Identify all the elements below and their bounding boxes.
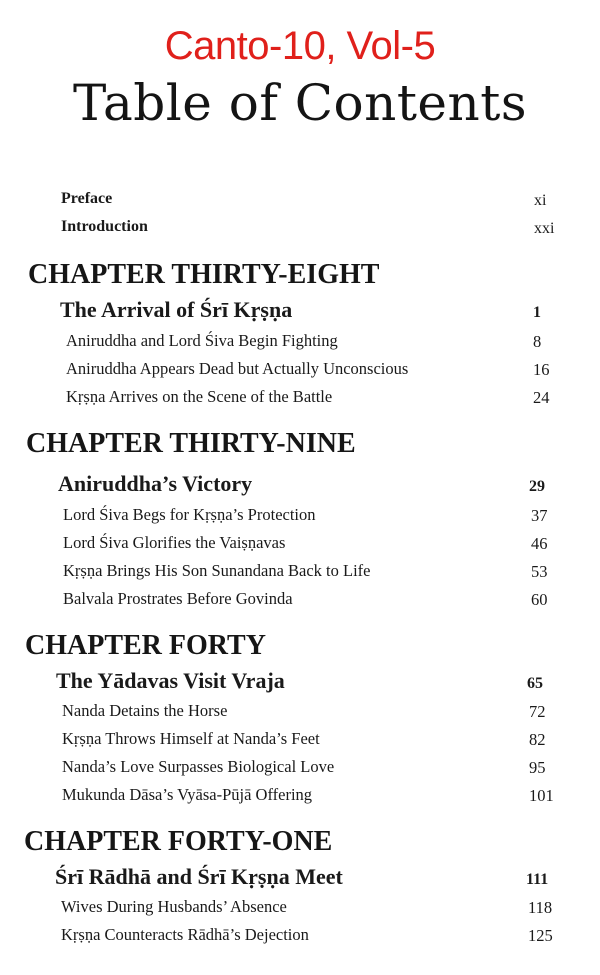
toc-item[interactable]: Aniruddha Appears Dead but Actually Unconscious (66, 359, 409, 378)
chapter-section-title[interactable]: Śrī Rādhā and Śrī Kṛṣṇa Meet (55, 864, 343, 889)
toc-item-page: 82 (529, 730, 546, 749)
chapter-heading: CHAPTER FORTY (25, 630, 266, 661)
toc-item-page: 60 (531, 590, 548, 609)
toc-item[interactable]: Lord Śiva Begs for Kṛṣṇa’s Protection (63, 505, 316, 524)
chapter-section-page: 29 (529, 478, 545, 495)
toc-item-page: 125 (528, 926, 553, 945)
front-matter-introduction[interactable]: Introduction (61, 218, 148, 235)
toc-item[interactable]: Kṛṣṇa Brings His Son Sunandana Back to Life (63, 561, 371, 580)
chapter-section-page: 65 (527, 675, 543, 692)
toc-item-page: 8 (533, 332, 542, 351)
chapter-heading: CHAPTER THIRTY-NINE (26, 428, 356, 459)
chapter-heading: CHAPTER FORTY-ONE (24, 826, 333, 857)
toc-item[interactable]: Nanda Detains the Horse (62, 701, 228, 720)
toc-item[interactable]: Lord Śiva Glorifies the Vaiṣṇavas (63, 533, 286, 552)
toc-item[interactable]: Kṛṣṇa Counteracts Rādhā’s Dejection (61, 925, 309, 944)
toc-item[interactable]: Balvala Prostrates Before Govinda (63, 589, 293, 608)
chapter-section-page: 111 (526, 871, 549, 888)
toc-item-page: 95 (529, 758, 546, 777)
toc-item[interactable]: Wives During Husbands’ Absence (61, 897, 287, 916)
toc-item[interactable]: Nanda’s Love Surpasses Biological Love (62, 757, 335, 776)
page-title: Table of Contents (73, 74, 527, 132)
chapter-section-title[interactable]: The Yādavas Visit Vraja (56, 668, 285, 693)
toc-item-page: 53 (531, 562, 548, 581)
front-matter-preface[interactable]: Preface (61, 190, 113, 207)
chapter-section-title[interactable]: The Arrival of Śrī Kṛṣṇa (60, 297, 293, 322)
chapter-section-title[interactable]: Aniruddha’s Victory (58, 471, 253, 496)
toc-item[interactable]: Aniruddha and Lord Śiva Begin Fighting (66, 331, 338, 350)
toc-item-page: 37 (531, 506, 548, 525)
chapter-section-page: 1 (533, 304, 541, 321)
toc-item-page: 118 (528, 898, 553, 917)
front-matter-introduction-page: xxi (534, 220, 555, 237)
toc-item[interactable]: Kṛṣṇa Arrives on the Scene of the Battle (66, 387, 333, 406)
toc-item-page: 16 (533, 360, 550, 379)
canto-volume-label: Canto-10, Vol-5 (164, 24, 436, 68)
toc-item-page: 46 (531, 534, 548, 553)
toc-item-page: 24 (533, 388, 550, 407)
toc-item-page: 72 (529, 702, 546, 721)
toc-item[interactable]: Kṛṣṇa Throws Himself at Nanda’s Feet (62, 729, 320, 748)
toc-item-page: 101 (529, 786, 554, 805)
chapter-heading: CHAPTER THIRTY-EIGHT (28, 259, 380, 290)
toc-item[interactable]: Mukunda Dāsa’s Vyāsa-Pūjā Offering (62, 785, 313, 804)
front-matter-preface-page: xi (534, 192, 547, 209)
